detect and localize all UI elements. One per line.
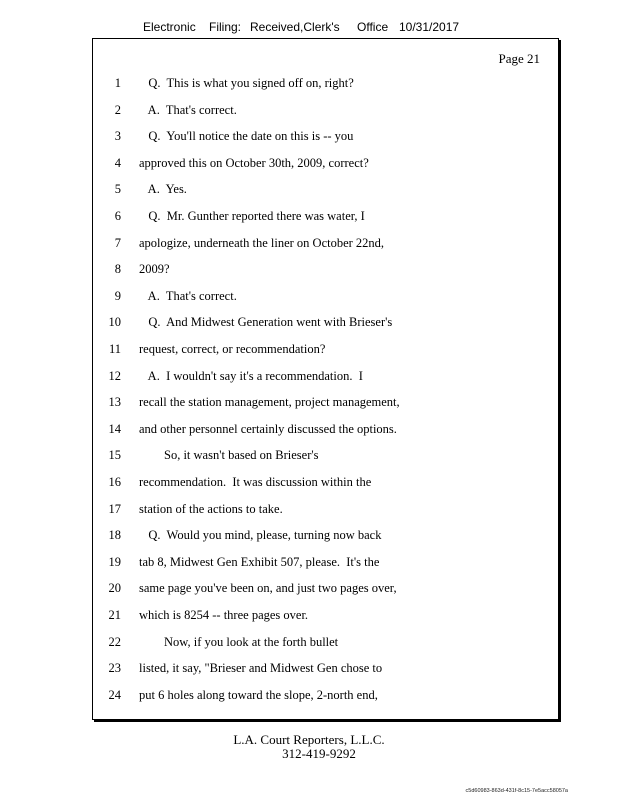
line-number: 10	[108, 315, 121, 330]
transcript-line	[93, 608, 558, 634]
line-text: tab 8, Midwest Gen Exhibit 507, please. It's the	[139, 554, 380, 569]
line-number: 16	[108, 475, 121, 489]
line-text: apologize, underneath the liner on October 22nd,	[139, 235, 385, 250]
filing-date: 10/31/2017	[399, 20, 460, 34]
filing-header-word: Electronic	[143, 20, 196, 34]
footer	[0, 733, 618, 761]
line-text: A. That's correct.	[139, 288, 237, 303]
line-text: put 6 holes along toward the slope, 2-north end,	[139, 687, 378, 702]
line-number: 4	[114, 155, 121, 170]
transcript-line	[93, 103, 558, 129]
line-text: 2009?	[139, 262, 170, 277]
transcript-line	[93, 289, 558, 315]
line-number: 21	[108, 608, 121, 622]
transcript-line	[93, 209, 558, 235]
line-text: A. Yes.	[139, 182, 187, 197]
line-number: 6	[114, 209, 121, 223]
line-number: 14	[108, 421, 121, 436]
line-number: 11	[108, 342, 121, 356]
transcript-line	[93, 635, 558, 661]
line-text: Q. Would you mind, please, turning now back	[139, 528, 382, 543]
transcript-line	[93, 475, 558, 501]
transcript-line	[93, 182, 558, 208]
transcript-line	[93, 262, 558, 288]
filing-header-word: Office	[357, 20, 389, 34]
line-text: So, it wasn't based on Brieser's	[139, 448, 319, 463]
line-number: 18	[108, 528, 121, 543]
line-text: same page you've been on, and just two pages over,	[139, 581, 397, 596]
line-number: 7	[114, 235, 121, 250]
transcript-line	[93, 528, 558, 554]
line-text: which is 8254 -- three pages over.	[139, 608, 309, 622]
transcript-line	[93, 236, 558, 262]
line-text: approved this on October 30th, 2009, correct?	[139, 155, 369, 170]
line-text: request, correct, or recommendation?	[139, 342, 326, 356]
line-number: 1	[114, 76, 121, 90]
transcript-line	[93, 342, 558, 368]
page-number: Page 21	[498, 51, 540, 66]
line-text: A. I wouldn't say it's a recommendation. I	[139, 368, 363, 383]
line-text: recall the station management, project management,	[139, 395, 400, 410]
line-text: and other personnel certainly discussed the options.	[139, 421, 397, 436]
line-number: 22	[108, 634, 121, 649]
filing-header-word: Received,Clerk's	[250, 20, 340, 34]
line-text: A. That's correct.	[139, 102, 237, 117]
line-number: 19	[108, 554, 121, 569]
transcript-line	[93, 448, 558, 474]
transcript-line	[93, 76, 558, 102]
line-number: 23	[108, 661, 121, 676]
transcript-line	[93, 502, 558, 528]
filing-header-word: Filing:	[209, 20, 242, 34]
line-number: 3	[114, 129, 121, 144]
line-number: 17	[108, 501, 121, 516]
transcript-line	[93, 422, 558, 448]
transcript-line	[93, 129, 558, 155]
line-number: 2	[114, 102, 121, 117]
transcript-line	[93, 395, 558, 421]
line-number: 8	[114, 262, 121, 277]
line-text: Q. And Midwest Generation went with Brieser's	[139, 315, 393, 330]
transcript-line	[93, 581, 558, 607]
transcript-line	[93, 156, 558, 182]
line-text: Now, if you look at the forth bullet	[139, 634, 339, 649]
line-text: recommendation. It was discussion within the	[139, 475, 372, 489]
transcript-line	[93, 661, 558, 687]
line-text: Q. Mr. Gunther reported there was water, I	[139, 209, 365, 223]
line-number: 24	[108, 687, 121, 702]
line-number: 13	[108, 395, 121, 410]
line-text: Q. You'll notice the date on this is -- you	[139, 129, 354, 144]
line-number: 9	[114, 288, 121, 303]
court-reporter-name: L.A. Court Reporters, L.L.C.	[233, 732, 385, 747]
transcript-page	[92, 38, 559, 720]
transcript-line	[93, 688, 558, 714]
transcript-line	[93, 315, 558, 341]
line-text: listed, it say, "Brieser and Midwest Gen chose to	[139, 661, 383, 676]
transcript-line	[93, 555, 558, 581]
line-number: 5	[114, 182, 121, 197]
transcript-line	[93, 369, 558, 395]
line-text: station of the actions to take.	[139, 501, 283, 516]
line-number: 12	[108, 368, 121, 383]
court-reporter-phone: 312-419-9292	[282, 746, 356, 761]
line-number: 15	[108, 448, 121, 463]
line-text: Q. This is what you signed off on, right?	[139, 76, 354, 90]
line-number: 20	[108, 581, 121, 596]
document-id: c5d60983-863d-431f-8c15-7e5acc58057a	[465, 788, 568, 794]
